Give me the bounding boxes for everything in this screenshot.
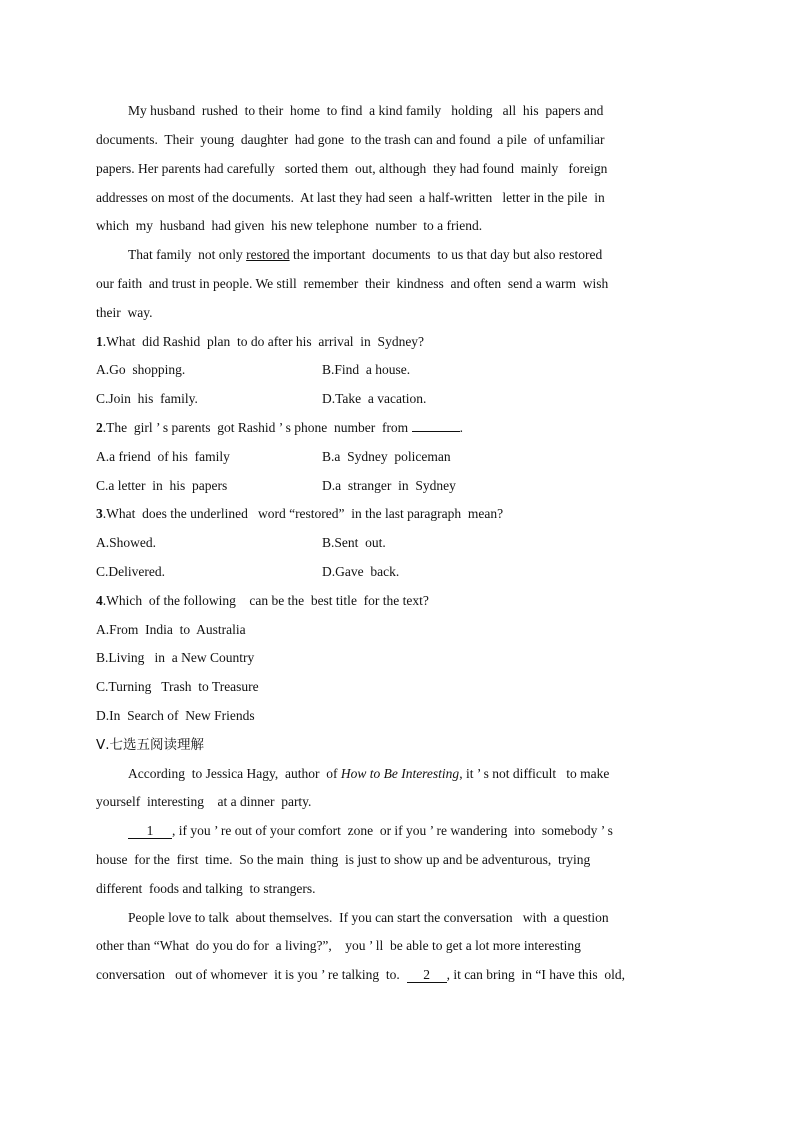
underlined-word: restored [246, 247, 290, 262]
option-1a: A.Go shopping. [96, 362, 186, 377]
option-4d: D.In Search of New Friends [96, 708, 255, 723]
section-heading: Ⅴ.七选五阅读理解 [96, 737, 205, 753]
text-span: , if you ’ re out of your comfort zone or if you ’ re wandering into somebody ’ s [172, 823, 613, 838]
question-number: 4 [96, 593, 103, 608]
answer-blank [412, 431, 460, 432]
passage-line: papers. Her parents had carefully sorted them out, although they had found mainly foreign [96, 161, 608, 176]
passage-line: People love to talk about themselves. If you can start the conversation with a question [128, 910, 609, 925]
passage-line [128, 765, 609, 783]
question-text: .What does the underlined word “restored” in the last paragraph mean? [102, 506, 504, 521]
passage-line: My husband rushed to their home to find a kind family holding all his papers and [128, 103, 604, 118]
passage-line: their way. [96, 305, 153, 320]
text-span: , it ’ s not difficult to make [459, 766, 610, 781]
passage-line: house for the first time. So the main thing is just to show up and be adventurous, trying [96, 852, 591, 867]
option-3b: B.Sent out. [322, 535, 386, 550]
passage-line [96, 966, 625, 984]
passage-line: yourself interesting at a dinner party. [96, 794, 312, 809]
passage-line: different foods and talking to strangers. [96, 881, 316, 896]
passage-line [128, 246, 602, 264]
option-3d: D.Gave back. [322, 564, 400, 579]
passage-line: our faith and trust in people. We still remember their kindness and often send a warm wish [96, 276, 609, 291]
question-text: .What did Rashid plan to do after his arrival in Sydney? [102, 334, 425, 349]
answer-blank-1: 1 [128, 823, 172, 839]
option-3a: A.Showed. [96, 535, 156, 550]
passage-line: addresses on most of the documents. At last they had seen a half-written letter in the pile in [96, 190, 605, 205]
option-4a: A.From India to Australia [96, 622, 246, 637]
option-1c: C.Join his family. [96, 391, 198, 406]
question-number: 1 [96, 334, 103, 349]
passage-line: which my husband had given his new telephone number to a friend. [96, 218, 483, 233]
text-span: According to Jessica Hagy, author of [128, 766, 341, 781]
question-text-end: . [459, 420, 463, 435]
option-1b: B.Find a house. [322, 362, 411, 377]
answer-blank-2: 2 [407, 967, 447, 983]
question-3-stem [96, 505, 503, 523]
question-number: 2 [96, 420, 103, 435]
question-text: .The girl ’ s parents got Rashid ’ s phone number from [102, 420, 412, 435]
question-4-stem [96, 592, 429, 610]
option-2d: D.a stranger in Sydney [322, 478, 456, 493]
option-3c: C.Delivered. [96, 564, 165, 579]
option-4b: B.Living in a New Country [96, 650, 255, 665]
text-span: conversation out of whomever it is you ’ re talking to. [96, 967, 407, 982]
text-span: the important documents to us that day but also restored [289, 247, 603, 262]
text-span: , it can bring in “I have this old, [446, 967, 626, 982]
option-2c: C.a letter in his papers [96, 478, 228, 493]
passage-line: other than “What do you do for a living?”, you ’ ll be able to get a lot more interesting [96, 938, 581, 953]
option-2a: A.a friend of his family [96, 449, 230, 464]
question-text: .Which of the following can be the best title for the text? [102, 593, 429, 608]
question-2-stem [96, 419, 463, 437]
passage-line [128, 822, 613, 840]
passage-line: documents. Their young daughter had gone to the trash can and found a pile of unfamiliar [96, 132, 605, 147]
book-title: How to Be Interesting [340, 766, 460, 781]
option-2b: B.a Sydney policeman [322, 449, 451, 464]
question-number: 3 [96, 506, 103, 521]
option-4c: C.Turning Trash to Treasure [96, 679, 259, 694]
question-1-stem [96, 333, 424, 351]
option-1d: D.Take a vacation. [322, 391, 427, 406]
text-span: That family not only [128, 247, 247, 262]
